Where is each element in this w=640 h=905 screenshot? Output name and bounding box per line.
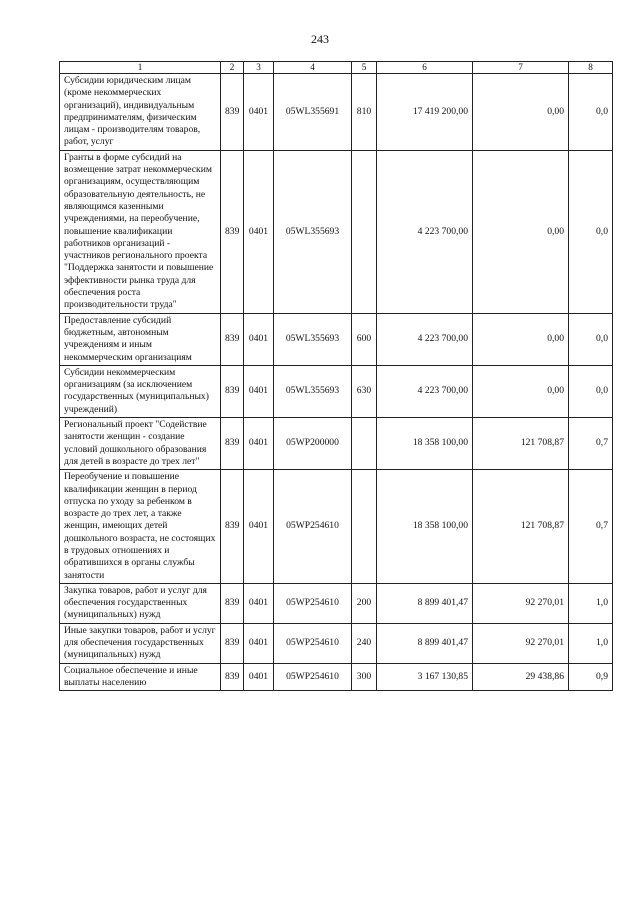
table-row [60,470,613,584]
cell-section-code: 0401 [244,74,274,151]
cell-plan: 18 358 100,00 [377,470,473,584]
column-header: 6 [377,62,473,74]
cell-plan: 8 899 401,47 [377,583,473,623]
cell-section-code: 0401 [244,470,274,584]
cell-actual: 0,00 [473,150,569,313]
cell-percent: 1,0 [569,623,613,663]
cell-target-code: 05WL355693 [274,313,352,365]
cell-plan: 17 419 200,00 [377,74,473,151]
cell-actual: 0,00 [473,74,569,151]
item-name: Социальное обеспечение и иные выплаты населению [60,663,221,691]
cell-plan: 4 223 700,00 [377,313,473,365]
cell-admin-code: 839 [221,583,244,623]
table-row [60,313,613,365]
cell-target-code: 05WP254610 [274,663,352,691]
column-header: 8 [569,62,613,74]
cell-actual: 121 708,87 [473,470,569,584]
cell-actual: 121 708,87 [473,418,569,470]
column-header: 5 [352,62,377,74]
cell-percent: 0,0 [569,74,613,151]
cell-section-code: 0401 [244,663,274,691]
cell-admin-code: 839 [221,74,244,151]
cell-admin-code: 839 [221,418,244,470]
table-row [60,365,613,417]
item-name: Иные закупки товаров, работ и услуг для обеспечения государственных (муниципальных) нужд [60,623,221,663]
column-header: 3 [244,62,274,74]
cell-percent: 0,7 [569,418,613,470]
cell-target-code: 05WL355691 [274,74,352,151]
cell-actual: 0,00 [473,365,569,417]
item-name: Субсидии юридическим лицам (кроме некоммерческих организаций), индивидуальным предпринимателям, физическим лицам - производителям товаров, работ, услуг [60,74,221,151]
cell-admin-code: 839 [221,663,244,691]
column-header: 2 [221,62,244,74]
cell-percent: 0,9 [569,663,613,691]
cell-expense-type: 240 [352,623,377,663]
budget-table [59,61,613,691]
cell-target-code: 05WP200000 [274,418,352,470]
table-row [60,623,613,663]
cell-expense-type: 300 [352,663,377,691]
cell-plan: 18 358 100,00 [377,418,473,470]
cell-expense-type [352,150,377,313]
cell-expense-type: 630 [352,365,377,417]
cell-admin-code: 839 [221,150,244,313]
cell-expense-type [352,470,377,584]
cell-target-code: 05WL355693 [274,365,352,417]
table-row [60,150,613,313]
cell-admin-code: 839 [221,313,244,365]
cell-percent: 0,0 [569,365,613,417]
cell-section-code: 0401 [244,313,274,365]
table-row [60,418,613,470]
item-name: Гранты в форме субсидий на возмещение затрат некоммерческим организациям, осуществляющим образовательную деятельность, не являющимся казенными учреждениями, на переобучение, повышение квалификации работников организаций - участников регионального проекта "Поддержка занятости и повышение эффективности рынка труда для обеспечения роста производительности труда" [60,150,221,313]
cell-actual: 0,00 [473,313,569,365]
item-name: Переобучение и повышение квалификации женщин в период отпуска по уходу за ребенком в возрасте до трех лет, а также женщин, имеющих детей дошкольного возраста, не состоящих в трудовых отношениях и обратившихся в органы службы занятости [60,470,221,584]
cell-target-code: 05WP254610 [274,583,352,623]
cell-percent: 0,0 [569,313,613,365]
cell-admin-code: 839 [221,365,244,417]
cell-percent: 0,0 [569,150,613,313]
cell-percent: 0,7 [569,470,613,584]
column-header: 4 [274,62,352,74]
cell-actual: 92 270,01 [473,623,569,663]
header-row [60,62,613,74]
cell-percent: 1,0 [569,583,613,623]
cell-section-code: 0401 [244,365,274,417]
item-name: Закупка товаров, работ и услуг для обеспечения государственных (муниципальных) нужд [60,583,221,623]
cell-actual: 29 438,86 [473,663,569,691]
item-name: Предоставление субсидий бюджетным, автономным учреждениям и иным некоммерческим организациям [60,313,221,365]
cell-expense-type: 600 [352,313,377,365]
cell-expense-type [352,418,377,470]
cell-admin-code: 839 [221,470,244,584]
cell-target-code: 05WP254610 [274,623,352,663]
cell-plan: 3 167 130,85 [377,663,473,691]
cell-section-code: 0401 [244,583,274,623]
column-header: 1 [60,62,221,74]
cell-target-code: 05WP254610 [274,470,352,584]
page-number: 243 [311,32,329,46]
item-name: Субсидии некоммерческим организациям (за исключением государственных (муниципальных) учреждений) [60,365,221,417]
cell-expense-type: 810 [352,74,377,151]
table-row [60,74,613,151]
cell-section-code: 0401 [244,623,274,663]
cell-target-code: 05WL355693 [274,150,352,313]
cell-section-code: 0401 [244,150,274,313]
cell-plan: 4 223 700,00 [377,150,473,313]
cell-plan: 4 223 700,00 [377,365,473,417]
cell-admin-code: 839 [221,623,244,663]
item-name: Региональный проект "Содействие занятости женщин - создание условий дошкольного образования для детей в возрасте до трех лет" [60,418,221,470]
table-row [60,583,613,623]
table-row [60,663,613,691]
column-header: 7 [473,62,569,74]
cell-section-code: 0401 [244,418,274,470]
cell-expense-type: 200 [352,583,377,623]
cell-plan: 8 899 401,47 [377,623,473,663]
cell-actual: 92 270,01 [473,583,569,623]
